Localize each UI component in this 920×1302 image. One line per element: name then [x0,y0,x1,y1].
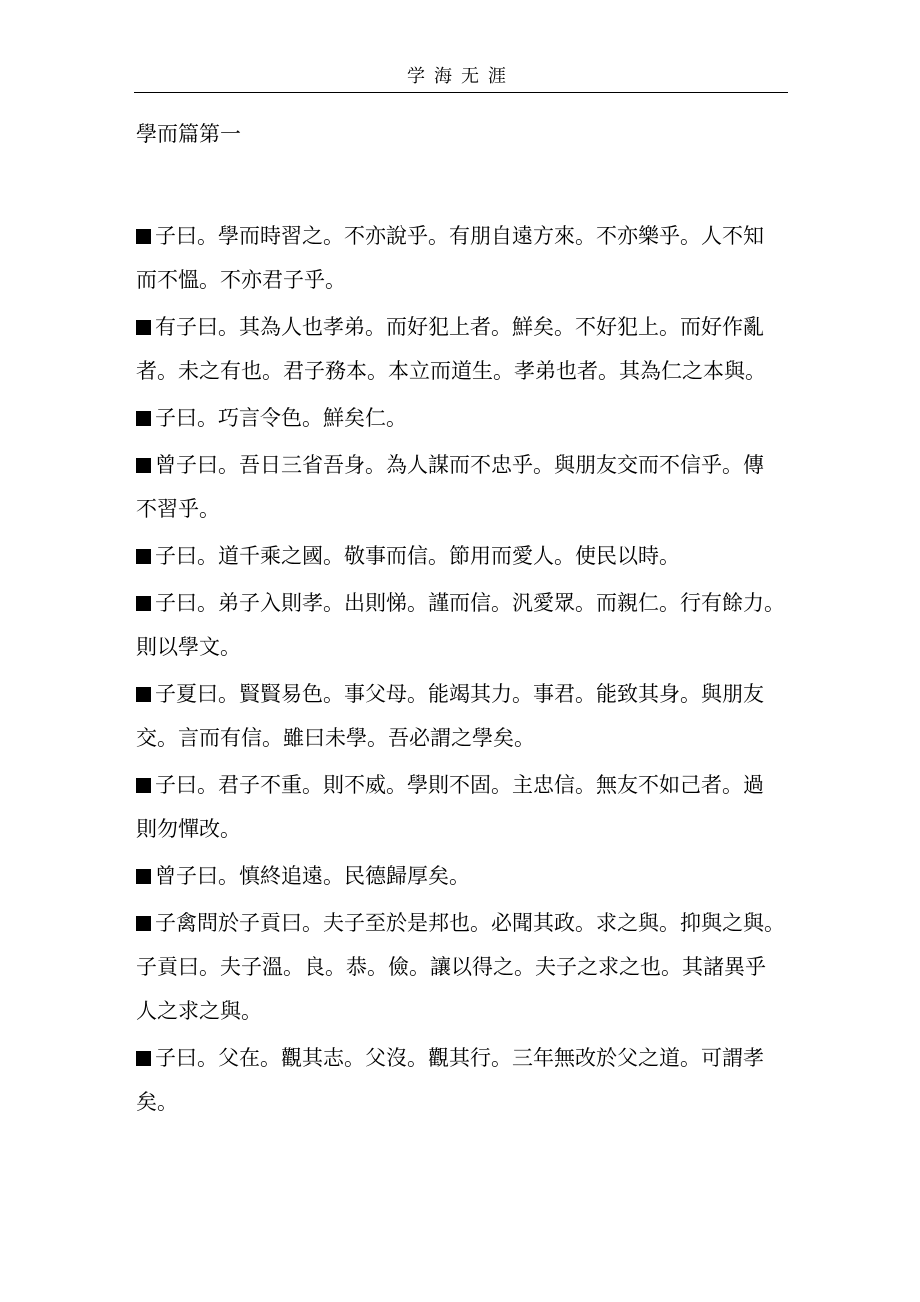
square-bullet-icon [136,916,151,931]
passage-line: 則以學文。 [136,635,241,659]
passage-line: 曾子曰。吾日三省吾身。為人謀而不忠乎。與朋友交而不信乎。傳 [155,453,764,477]
passage [136,581,796,669]
passage-line: 有子曰。其為人也孝弟。而好犯上者。鮮矣。不好犯上。而好作亂 [155,315,764,339]
square-bullet-icon [136,869,151,884]
square-bullet-icon [136,458,151,473]
square-bullet-icon [136,320,151,335]
passage-line: 子曰。弟子入則孝。出則悌。謹而信。汎愛眾。而親仁。行有餘力。 [155,591,785,615]
passage-line: 而不慍。不亦君子乎。 [136,268,346,292]
passage-list [136,214,796,1127]
header-title: 学海无涯 [407,66,515,87]
passage-line: 子貢曰。夫子溫。良。恭。儉。讓以得之。夫子之求之也。其諸異乎 [136,955,766,979]
passage [136,763,796,851]
passage [136,305,796,393]
square-bullet-icon [136,549,151,564]
passage-line: 矣。 [136,1090,178,1114]
square-bullet-icon [136,1051,151,1066]
passage-line: 子曰。君子不重。則不威。學則不固。主忠信。無友不如己者。過 [155,773,764,797]
passage-line: 子曰。父在。觀其志。父沒。觀其行。三年無改於父之道。可謂孝 [155,1046,764,1070]
passage-line: 子曰。學而時習之。不亦說乎。有朋自遠方來。不亦樂乎。人不知 [155,224,764,248]
square-bullet-icon [136,411,151,426]
passage-line: 則勿憚改。 [136,817,241,841]
passage-line: 人之求之與。 [136,999,262,1023]
page-header [134,60,788,93]
passage-line: 子禽問於子貢曰。夫子至於是邦也。必聞其政。求之與。抑與之與。 [155,911,785,935]
passage [136,1036,796,1124]
square-bullet-icon [136,596,151,611]
passage [136,672,796,760]
passage [136,854,796,898]
passage [136,443,796,531]
passage-line: 子夏曰。賢賢易色。事父母。能竭其力。事君。能致其身。與朋友 [155,682,764,706]
square-bullet-icon [136,778,151,793]
passage-line: 曾子曰。慎終追遠。民德歸厚矣。 [155,864,470,888]
passage-line: 交。言而有信。雖曰未學。吾必謂之學矣。 [136,726,535,750]
passage [136,214,796,302]
square-bullet-icon [136,229,151,244]
passage-line: 子曰。道千乘之國。敬事而信。節用而愛人。使民以時。 [155,544,680,568]
passage-line: 者。未之有也。君子務本。本立而道生。孝弟也者。其為仁之本與。 [136,359,766,383]
passage [136,534,796,578]
chapter-title: 學而篇第一 [136,122,241,146]
passage-line: 不習乎。 [136,497,220,521]
passage [136,901,796,1033]
passage-line: 子曰。巧言令色。鮮矣仁。 [155,406,407,430]
square-bullet-icon [136,687,151,702]
passage [136,396,796,440]
